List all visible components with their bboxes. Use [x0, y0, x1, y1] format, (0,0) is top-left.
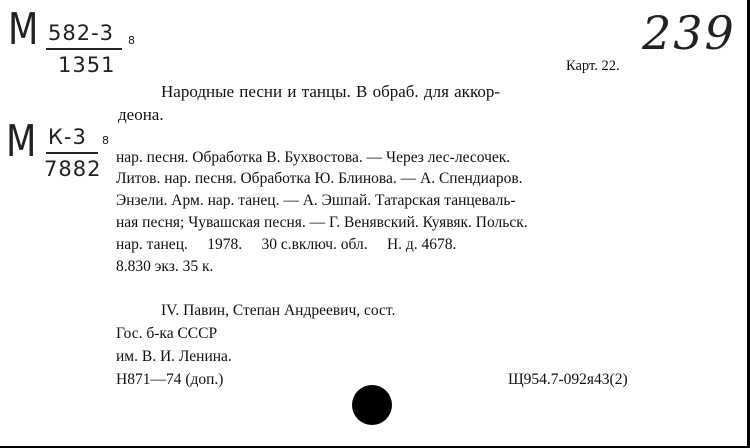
title-line-2: деона.	[118, 105, 164, 124]
punch-hole	[352, 385, 392, 425]
card-number-handwritten: 239	[642, 6, 736, 60]
shelf-denominator-mid: 7882	[44, 157, 102, 181]
shelf-letter-mid: М	[6, 116, 37, 167]
body-line-2: Литов. нар. песня. Обработка Ю. Блинова. — А. Спендиаров.	[116, 170, 523, 187]
body-line-3: Энзели. Арм. нар. танец. — А. Эшпай. Татарская танцеваль-	[116, 192, 516, 209]
classification-code-left: Н871—74 (доп.)	[116, 371, 224, 388]
body-line-6: 8.830 экз. 35 к.	[116, 258, 214, 275]
fraction-line-mid	[46, 152, 98, 154]
shelf-subscript-top: 8	[128, 34, 135, 47]
library-line-2: им. В. И. Ленина.	[116, 348, 232, 365]
body-line-1: нар. песня. Обработка В. Бухвостова. — Через лес-лесочек.	[116, 149, 511, 166]
library-line-1: Гос. б-ка СССР	[116, 325, 218, 342]
shelf-letter-top: М	[8, 4, 39, 55]
body-line-4: ная песня; Чувашская песня. — Г. Венявский. Куявяк. Польск.	[116, 214, 528, 231]
fraction-line-top	[46, 48, 122, 50]
shelf-number-top: 582-3	[48, 21, 115, 45]
title-line-1: Народные песни и танцы. В обраб. для аккор-	[161, 82, 500, 101]
shelf-denominator-top: 1351	[58, 53, 116, 77]
shelf-number-mid: К-3	[48, 125, 87, 149]
body-line-5: нар. танец. 1978. 30 с.включ. обл. Н. д. 4678.	[116, 236, 457, 253]
compiler-line: IV. Павин, Степан Андреевич, сост.	[161, 302, 396, 319]
classification-code-right: Щ954.7-092я43(2)	[508, 371, 628, 388]
shelf-subscript-mid: 8	[102, 134, 109, 147]
card-label: Карт. 22.	[566, 58, 620, 74]
